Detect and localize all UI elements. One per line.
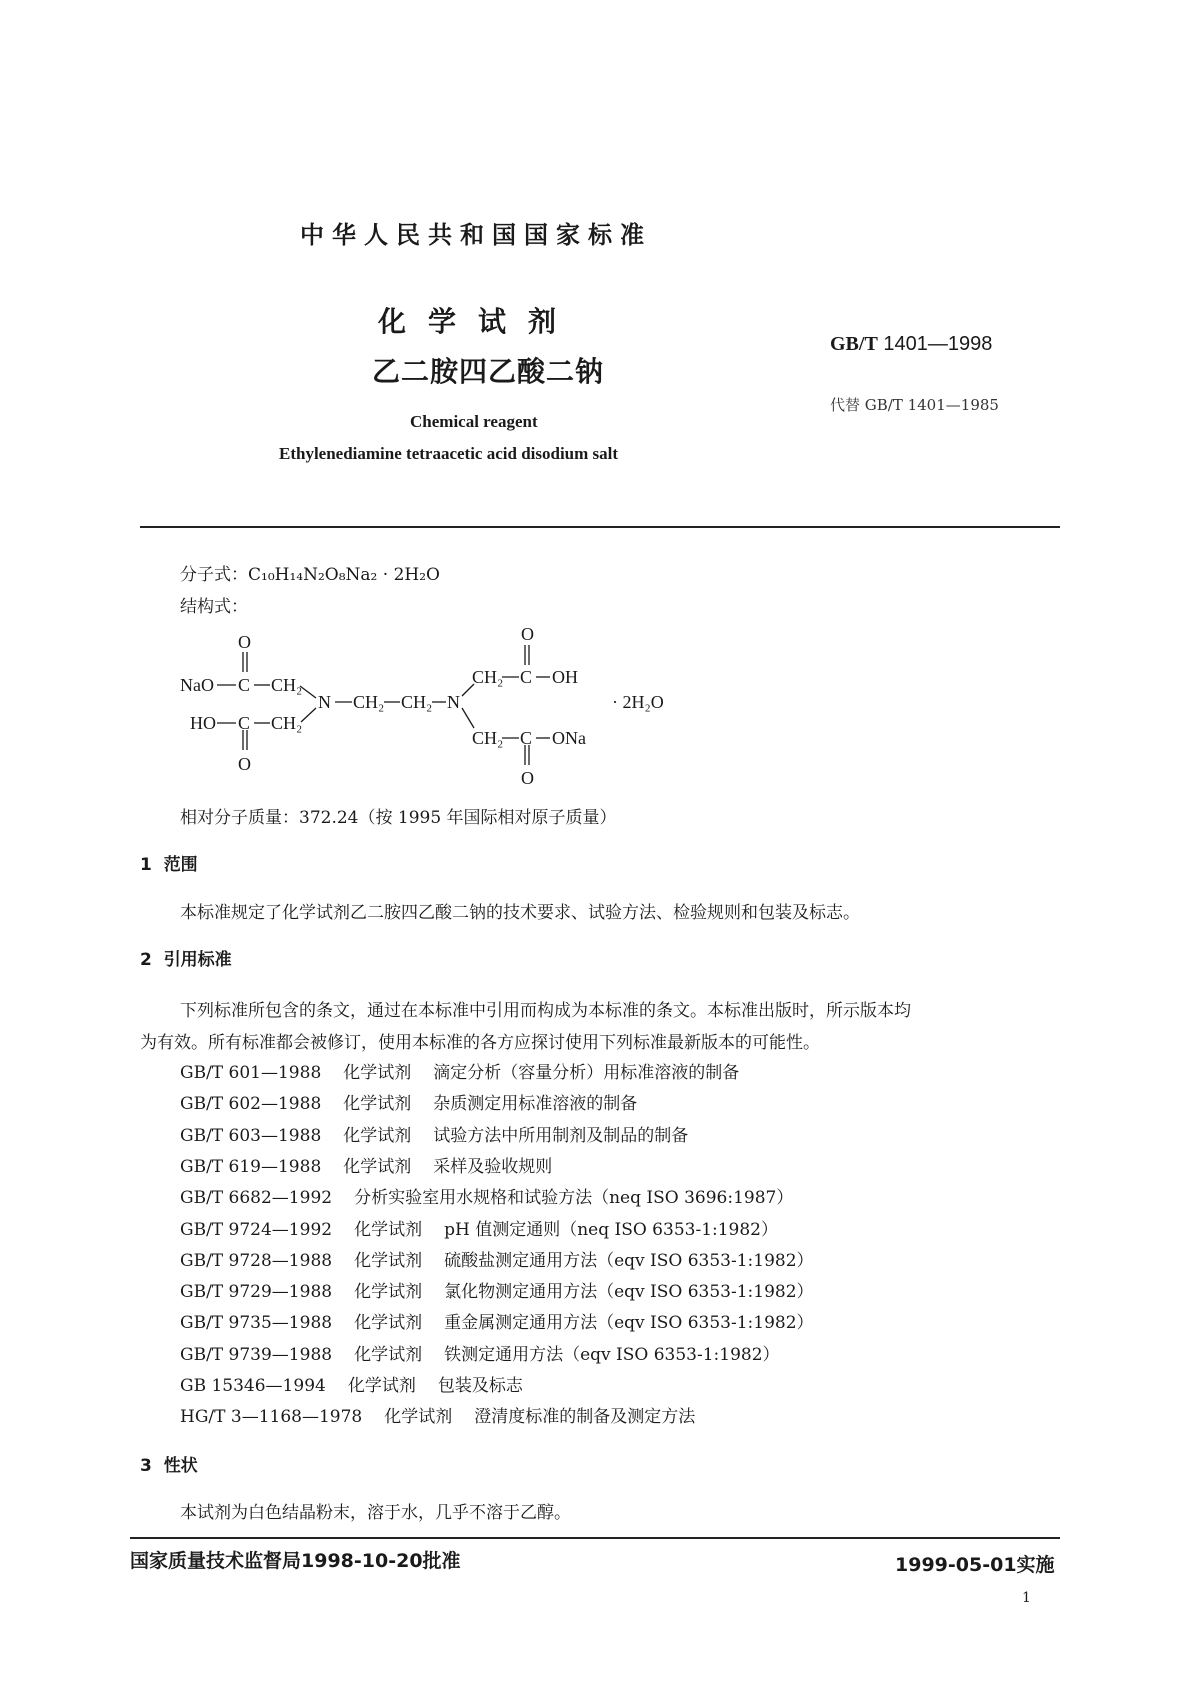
reference-category: 化学试剂 — [347, 1376, 416, 1396]
section-number: 1 — [140, 855, 152, 875]
section-title: 范围 — [163, 855, 198, 875]
reference-title: 重金属测定通用方法（eqv ISO 6353-1:1982） — [444, 1313, 814, 1334]
reference-code: GB/T 9735—1988 — [180, 1313, 333, 1334]
reference-category: 化学试剂 — [343, 1156, 412, 1177]
reference-item — [180, 1183, 815, 1208]
reference-title: 杂质测定用标准溶液的制备 — [433, 1094, 638, 1115]
ho-group: HO — [190, 713, 216, 733]
standard-prefix: GB/T — [830, 333, 878, 355]
section-1-text: 本标准规定了化学试剂乙二胺四乙酸二钠的技术要求、试验方法、检验规则和包装及标志。 — [180, 903, 860, 923]
molecular-formula: 分子式：C₁₀H₁₄N₂O₈Na₂ · 2H₂O — [180, 565, 440, 585]
reference-category: 化学试剂 — [343, 1125, 412, 1146]
reference-category: 化学试剂 — [354, 1344, 423, 1365]
approval-note: 国家质量技术监督局1998-10-20批准 — [130, 1550, 461, 1572]
reference-category: 化学试剂 — [354, 1282, 423, 1303]
reference-title: 铁测定通用方法（eqv ISO 6353-1:1982） — [444, 1344, 780, 1365]
carbonyl-oxygen: O — [238, 754, 251, 774]
section-3-text: 本试剂为白色结晶粉末，溶于水，几乎不溶于乙醇。 — [180, 1503, 571, 1523]
ch2-group: CH₂ — [271, 713, 303, 733]
footer-divider — [130, 1537, 1060, 1539]
oh-group: OH — [552, 667, 578, 687]
section-2-text-line-2: 为有效。所有标准都会被修订，使用本标准的各方应探讨使用下列标准最新版本的可能性。 — [140, 1033, 820, 1053]
reference-title: 试验方法中所用制剂及制品的制备 — [433, 1125, 689, 1146]
section-2-text-line-1: 下列标准所包含的条文，通过在本标准中引用而构成为本标准的条文。本标准出版时，所示版本均 — [180, 1001, 911, 1021]
reference-category: 化学试剂 — [354, 1250, 423, 1271]
reference-item — [180, 1277, 836, 1302]
category-title: 化学试剂 — [378, 305, 579, 338]
section-1-heading — [140, 850, 198, 875]
section-number: 2 — [140, 950, 152, 970]
reference-title: 滴定分析（容量分析）用标准溶液的制备 — [433, 1063, 740, 1083]
reference-item — [180, 1121, 710, 1146]
reference-code: HG/T 3—1168—1978 — [180, 1407, 363, 1428]
carbon: C — [520, 667, 533, 687]
reference-category: 化学试剂 — [354, 1313, 423, 1334]
reference-item — [180, 1340, 802, 1365]
english-title-1: Chemical reagent — [410, 412, 538, 431]
effective-date: 1999-05-01实施 — [895, 1554, 1055, 1576]
reference-title: 澄清度标准的制备及测定方法 — [474, 1407, 696, 1428]
nao-group: NaO — [180, 675, 214, 695]
carbon: C — [520, 728, 533, 748]
section-title: 引用标准 — [163, 950, 232, 970]
section-2-heading — [140, 945, 232, 970]
reference-code: GB/T 602—1988 — [180, 1094, 322, 1115]
reference-title: 硫酸盐测定通用方法（eqv ISO 6353-1:1982） — [444, 1250, 814, 1271]
reference-code: GB/T 601—1988 — [180, 1063, 322, 1083]
nitrogen: N — [318, 692, 331, 712]
carbon: C — [238, 675, 251, 695]
section-3-heading — [140, 1451, 198, 1476]
carbonyl-oxygen: O — [238, 632, 251, 652]
reference-category: 化学试剂 — [343, 1063, 412, 1083]
carbonyl-oxygen: O — [521, 624, 534, 644]
reference-item — [180, 1215, 800, 1240]
reference-code: GB 15346—1994 — [180, 1376, 326, 1396]
reference-category: 化学试剂 — [384, 1407, 453, 1428]
ch2-group: CH₂ — [401, 692, 433, 712]
reference-item — [180, 1089, 659, 1114]
replaces-note: 代替 GB/T 1401—1985 — [830, 396, 999, 414]
nitrogen: N — [447, 692, 460, 712]
carbon: C — [238, 713, 251, 733]
reference-title: 包装及标志 — [437, 1376, 523, 1396]
ch2-group: CH₂ — [353, 692, 385, 712]
reference-item — [180, 1308, 836, 1333]
reference-item — [180, 1246, 836, 1271]
reference-item — [180, 1402, 717, 1427]
reference-category: 化学试剂 — [354, 1219, 423, 1240]
section-title: 性状 — [163, 1456, 198, 1476]
hydrate: · 2H₂O — [612, 692, 664, 712]
english-title-2: Ethylenediamine tetraacetic acid disodium salt — [279, 444, 619, 463]
reference-code: GB/T 9739—1988 — [180, 1344, 333, 1365]
reference-code: GB/T 9728—1988 — [180, 1250, 333, 1271]
national-standard-heading: 中华人民共和国国家标准 — [300, 221, 652, 249]
page-number: 1 — [1022, 1590, 1031, 1606]
reference-title: pH 值测定通则（neq ISO 6353-1:1982） — [444, 1219, 779, 1240]
section-number: 3 — [140, 1456, 152, 1476]
ona-group: ONa — [552, 728, 586, 748]
structure-label: 结构式： — [180, 597, 248, 617]
standard-code: 1401—1998 — [883, 333, 993, 355]
reference-item — [180, 1058, 761, 1083]
ch2-group: CH₂ — [472, 728, 504, 748]
reference-code: GB/T 9729—1988 — [180, 1282, 333, 1303]
reference-category: 化学试剂 — [343, 1094, 412, 1115]
reference-code: GB/T 619—1988 — [180, 1156, 322, 1177]
chinese-title: 乙二胺四乙酸二钠 — [372, 355, 605, 388]
reference-title: 采样及验收规则 — [433, 1156, 553, 1177]
reference-code: GB/T 9724—1992 — [180, 1219, 333, 1240]
reference-item — [180, 1152, 574, 1177]
ch2-group: CH₂ — [271, 675, 303, 695]
reference-code: GB/T 6682—1992 — [180, 1188, 333, 1209]
ch2-group: CH₂ — [472, 667, 504, 687]
reference-title: 分析实验室用水规格和试验方法（neq ISO 3696:1987） — [354, 1188, 794, 1209]
carbonyl-oxygen: O — [521, 768, 534, 788]
molar-mass: 相对分子质量：372.24（按 1995 年国际相对原子质量） — [180, 808, 617, 828]
reference-code: GB/T 603—1988 — [180, 1125, 322, 1146]
reference-title: 氯化物测定通用方法（eqv ISO 6353-1:1982） — [444, 1282, 814, 1303]
reference-item — [180, 1371, 545, 1396]
